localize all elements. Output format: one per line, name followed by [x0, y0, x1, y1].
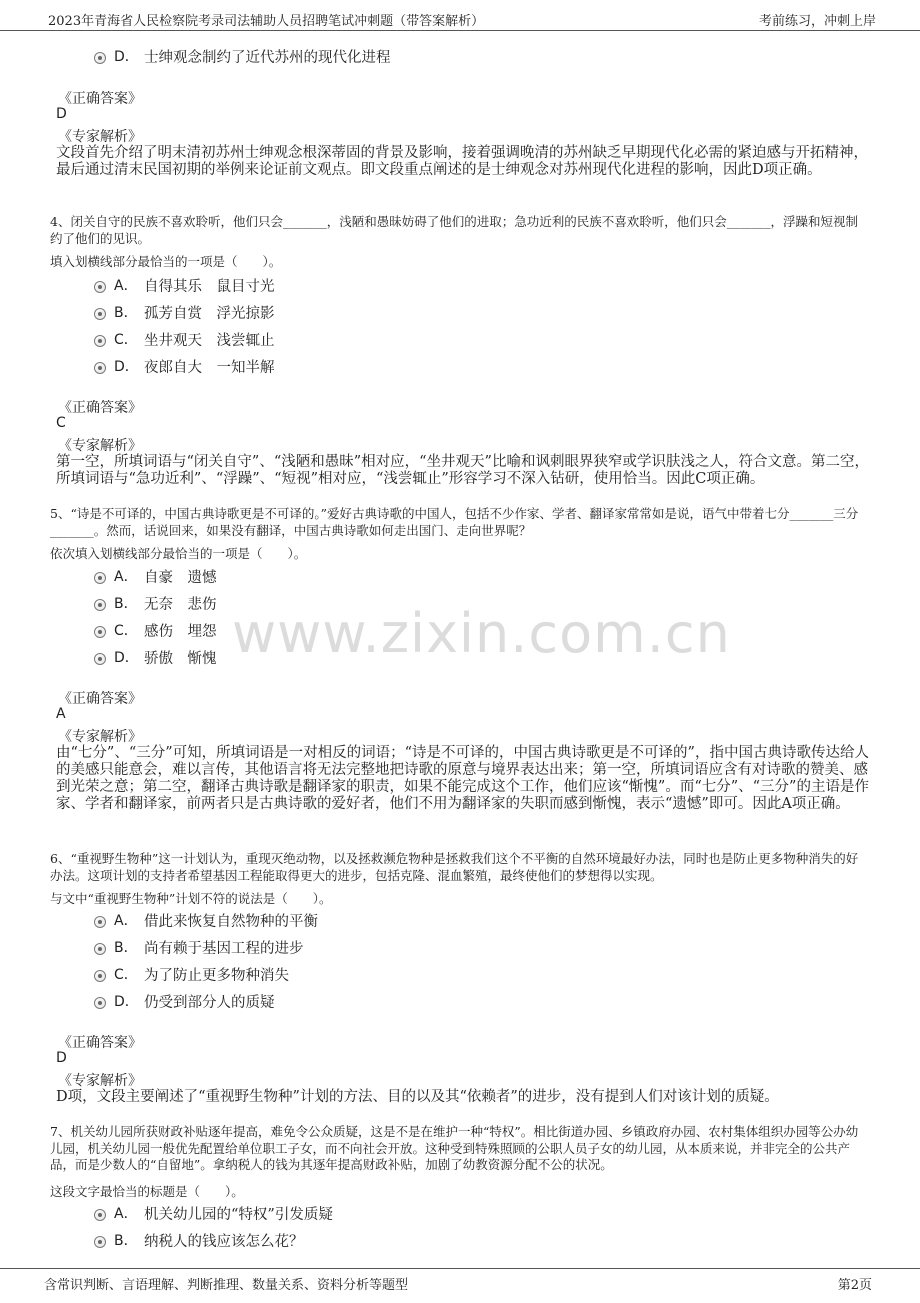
option-letter: A．: [114, 569, 138, 585]
option-text: 自豪 遗憾: [144, 570, 217, 586]
radio-button-icon[interactable]: [94, 1209, 106, 1221]
option-letter: D．: [114, 650, 139, 666]
q6-answer: D: [56, 1050, 67, 1066]
document-title: 2023年青海省人民检察院考录司法辅助人员招聘笔试冲刺题（带答案解析）: [48, 14, 485, 29]
radio-button-icon[interactable]: [94, 362, 106, 374]
q5-question-text: 5、“诗是不可译的，中国古典诗歌更是不可译的。”爱好古典诗歌的中国人，包括不少作家、学者、翻译家常常如是说，语气中带着七分_______三分_______。然而，话说回来，如果没有翻译，中国古典诗歌如何走出国门、走向世界呢？: [50, 506, 859, 538]
option-text: 孤芳自赏 浮光掠影: [144, 306, 275, 322]
radio-button-icon[interactable]: [94, 335, 106, 347]
q3-answer-label: 《正确答案》: [58, 91, 142, 107]
option-text: 士绅观念制约了近代苏州的现代化进程: [144, 50, 391, 66]
q4-question-text: 4、闭关自守的民族不喜欢聆听，他们只会_______，浅陋和愚昧妨碍了他们的进取；急功近利的民族不喜欢聆听，他们只会_______，浮躁和短视制约了他们的见识。: [50, 214, 858, 246]
radio-button-icon[interactable]: [94, 997, 106, 1009]
option-text: 为了防止更多物种消失: [144, 968, 289, 984]
option-letter: A．: [114, 278, 138, 294]
q4-analysis-label: 《专家解析》: [58, 438, 142, 454]
q5-prompt: 依次填入划横线部分最恰当的一项是（ ）。: [50, 546, 307, 561]
option-letter: C．: [114, 623, 138, 639]
option-text: 机关幼儿园的“特权”引发质疑: [144, 1207, 333, 1223]
q5-answer: A: [56, 706, 66, 722]
option-letter: C．: [114, 332, 138, 348]
option-letter: A．: [114, 1206, 138, 1222]
radio-button-icon[interactable]: [94, 52, 106, 64]
q4-answer-label: 《正确答案》: [58, 400, 142, 416]
q5-analysis-label: 《专家解析》: [58, 729, 142, 745]
option-letter: B．: [114, 940, 138, 956]
option-letter: A．: [114, 913, 138, 929]
q6-analysis: D项，文段主要阐述了“重视野生物种”计划的方法、目的以及其“依赖者”的进步，没有提到人们对该计划的质疑。: [56, 1089, 779, 1105]
radio-button-icon[interactable]: [94, 626, 106, 638]
option-text: 借此来恢复自然物种的平衡: [144, 914, 318, 930]
radio-button-icon[interactable]: [94, 572, 106, 584]
option-letter: B．: [114, 305, 138, 321]
q7-question-text: 7、机关幼儿园所获财政补贴逐年提高，难免令公众质疑，这是不是在维护一种“特权”。相比街道办园、乡镇政府办园、农村集体组织办园等公办幼儿园，机关幼儿园一般优先配置给单位职工子女，而不向社会开放。这种受到特殊照顾的公职人员子女的幼儿园，从本质来说，并非完全的公共产品，而是少数人的“自留地”。拿纳税人的钱为其逐年提高财政补贴，加剧了幼教资源分配不公的状况。: [50, 1124, 859, 1172]
footer-description: 含常识判断、言语理解、判断推理、数量关系、资料分析等题型: [44, 1278, 409, 1293]
radio-button-icon[interactable]: [94, 1236, 106, 1248]
option-text: 感伤 埋怨: [144, 624, 217, 640]
q6-question-text: 6、“重视野生物种”这一计划认为，重现灭绝动物，以及拯救濒危物种是拯救我们这个不平衡的自然环境最好办法，同时也是防止更多物种消失的好办法。这项计划的支持者希望基因工程能取得更大的进步，包括克隆、混血繁殖，最终使他们的梦想得以实现。: [50, 851, 859, 883]
radio-button-icon[interactable]: [94, 599, 106, 611]
option-letter: D．: [114, 49, 139, 65]
option-text: 无奈 悲伤: [144, 597, 217, 613]
option-letter: D．: [114, 359, 139, 375]
q6-answer-label: 《正确答案》: [58, 1035, 142, 1051]
q3-answer: D: [56, 106, 67, 122]
radio-button-icon[interactable]: [94, 653, 106, 665]
q3-analysis: 文段首先介绍了明末清初苏州士绅观念根深蒂固的背景及影响，接着强调晚清的苏州缺乏早期现代化必需的紧迫感与开拓精神，最后通过清末民国初期的举例来论证前文观点。即文段重点阐述的是士绅观念对苏州现代化进程的影响，因此D项正确。: [56, 145, 868, 178]
radio-button-icon[interactable]: [94, 281, 106, 293]
radio-button-icon[interactable]: [94, 970, 106, 982]
option-text: 仍受到部分人的质疑: [144, 995, 275, 1011]
radio-button-icon[interactable]: [94, 916, 106, 928]
page-header: [0, 0, 920, 31]
option-text: 骄傲 惭愧: [144, 651, 217, 667]
option-text: 夜郎自大 一知半解: [144, 360, 275, 376]
option-letter: C．: [114, 967, 138, 983]
page-number: 第2页: [837, 1278, 872, 1293]
option-text: 尚有赖于基因工程的进步: [144, 941, 304, 957]
q4-prompt: 填入划横线部分最恰当的一项是（ ）。: [50, 254, 282, 269]
option-text: 纳税人的钱应该怎么花？: [144, 1234, 304, 1250]
option-letter: B．: [114, 596, 138, 612]
q6-prompt: 与文中“重视野生物种”计划不符的说法是（ ）。: [50, 891, 332, 906]
option-text: 自得其乐 鼠目寸光: [144, 279, 275, 295]
page-footer: [0, 1268, 920, 1303]
q3-analysis-label: 《专家解析》: [58, 129, 142, 145]
q6-analysis-label: 《专家解析》: [58, 1073, 142, 1089]
q7-prompt: 这段文字最恰当的标题是（ ）。: [50, 1184, 244, 1199]
radio-button-icon[interactable]: [94, 308, 106, 320]
q5-analysis: 由“七分”、“三分”可知，所填词语是一对相反的词语；“诗是不可译的，中国古典诗歌更是不可译的”，指中国古典诗歌传达给人的美感只能意会，难以言传，其他语言将无法完整地把诗歌的原意与境界表达出来；第一空，所填词语应含有对诗歌的赞美、感到光荣之意；第二空，翻译古典诗歌是翻译家的职责，如果不能完成这个工作，他们应该“惭愧”。而“七分”、“三分”的主语是作家、学者和翻译家，前两者只是古典诗歌的爱好者，他们不用为翻译家的失职而感到惭愧，表示“遗憾”即可。因此A项正确。: [56, 745, 869, 812]
option-letter: D．: [114, 994, 139, 1010]
option-text: 坐井观天 浅尝辄止: [144, 333, 275, 349]
radio-button-icon[interactable]: [94, 943, 106, 955]
q5-answer-label: 《正确答案》: [58, 691, 142, 707]
option-letter: B．: [114, 1233, 138, 1249]
q4-answer: C: [56, 415, 66, 431]
header-slogan: 考前练习，冲刺上岸: [758, 14, 876, 29]
watermark: www.zixin.com.cn: [232, 602, 731, 665]
q4-analysis: 第一空，所填词语与“闭关自守”、“浅陋和愚昧”相对应，“坐井观天”比喻和讽刺眼界狭窄或学识肤浅之人，符合文意。第二空，所填词语与“急功近利”、“浮躁”、“短视”相对应，“浅尝辄止”形容学习不深入钻研，使用恰当。因此C项正确。: [56, 454, 869, 487]
